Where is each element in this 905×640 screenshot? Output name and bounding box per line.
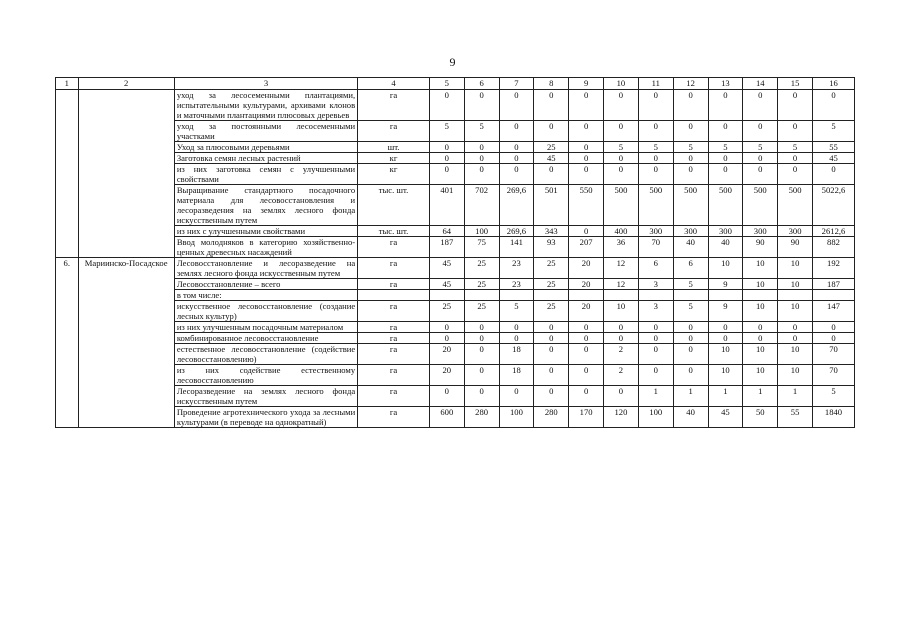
value-cell: 120 — [604, 407, 639, 428]
value-cell — [778, 290, 813, 301]
value-cell: 187 — [812, 279, 854, 290]
header-cell: 16 — [812, 78, 854, 90]
value-cell: 0 — [708, 322, 743, 333]
value-cell: 10 — [743, 301, 778, 322]
value-cell: 0 — [743, 322, 778, 333]
value-cell: 100 — [464, 226, 499, 237]
value-cell: 0 — [743, 333, 778, 344]
value-cell: 300 — [708, 226, 743, 237]
value-cell: 5 — [812, 386, 854, 407]
value-cell — [708, 290, 743, 301]
value-cell: 5 — [673, 279, 708, 290]
value-cell — [638, 290, 673, 301]
header-cell: 3 — [174, 78, 357, 90]
value-cell: 0 — [464, 386, 499, 407]
value-cell: 0 — [778, 333, 813, 344]
value-cell: 55 — [778, 407, 813, 428]
header-cell: 4 — [358, 78, 430, 90]
value-cell: 500 — [708, 185, 743, 226]
value-cell: 0 — [429, 386, 464, 407]
value-cell: 0 — [534, 386, 569, 407]
value-cell: 0 — [812, 333, 854, 344]
value-cell: 5 — [673, 301, 708, 322]
value-cell: 1 — [708, 386, 743, 407]
value-cell: 25 — [534, 301, 569, 322]
value-cell: 5 — [778, 142, 813, 153]
unit-cell: га — [358, 90, 430, 121]
value-cell: 0 — [499, 322, 534, 333]
unit-cell — [358, 290, 430, 301]
unit-cell: га — [358, 301, 430, 322]
value-cell: 1 — [778, 386, 813, 407]
value-cell: 10 — [708, 258, 743, 279]
value-cell: 300 — [673, 226, 708, 237]
value-cell: 0 — [499, 164, 534, 185]
value-cell: 0 — [464, 142, 499, 153]
value-cell: 1840 — [812, 407, 854, 428]
value-cell — [464, 290, 499, 301]
value-cell: 300 — [743, 226, 778, 237]
value-cell: 0 — [464, 164, 499, 185]
value-cell — [499, 290, 534, 301]
value-cell: 40 — [673, 407, 708, 428]
value-cell: 20 — [429, 365, 464, 386]
value-cell: 10 — [778, 301, 813, 322]
value-cell: 401 — [429, 185, 464, 226]
unit-cell: кг — [358, 153, 430, 164]
value-cell: 500 — [638, 185, 673, 226]
table-row — [56, 301, 855, 322]
value-cell: 0 — [569, 121, 604, 142]
value-cell: 0 — [604, 333, 639, 344]
table-row — [56, 290, 855, 301]
value-cell: 10 — [743, 279, 778, 290]
value-cell: 0 — [708, 333, 743, 344]
unit-cell: тыс. шт. — [358, 185, 430, 226]
value-cell: 0 — [534, 164, 569, 185]
unit-cell: га — [358, 365, 430, 386]
value-cell: 550 — [569, 185, 604, 226]
value-cell: 70 — [812, 365, 854, 386]
value-cell: 55 — [812, 142, 854, 153]
value-cell: 6 — [638, 258, 673, 279]
unit-cell: га — [358, 237, 430, 258]
value-cell: 9 — [708, 279, 743, 290]
value-cell: 0 — [534, 365, 569, 386]
value-cell: 45 — [708, 407, 743, 428]
value-cell: 40 — [673, 237, 708, 258]
value-cell: 10 — [778, 344, 813, 365]
header-cell: 15 — [778, 78, 813, 90]
value-cell: 0 — [638, 164, 673, 185]
value-cell: 0 — [604, 153, 639, 164]
value-cell: 170 — [569, 407, 604, 428]
value-cell: 20 — [569, 258, 604, 279]
value-cell: 500 — [673, 185, 708, 226]
value-cell: 0 — [569, 164, 604, 185]
table-row — [56, 322, 855, 333]
value-cell: 36 — [604, 237, 639, 258]
value-cell: 5 — [743, 142, 778, 153]
value-cell: 500 — [743, 185, 778, 226]
header-cell: 9 — [569, 78, 604, 90]
table-row — [56, 153, 855, 164]
unit-cell: га — [358, 322, 430, 333]
value-cell: 10 — [708, 344, 743, 365]
value-cell: 0 — [812, 164, 854, 185]
value-cell: 0 — [778, 164, 813, 185]
value-cell: 0 — [534, 121, 569, 142]
value-cell: 70 — [812, 344, 854, 365]
value-cell: 0 — [812, 322, 854, 333]
value-cell: 0 — [534, 333, 569, 344]
activity-name-cell: искусственное лесовосстановление (создание лесных культур) — [174, 301, 357, 322]
header-cell: 11 — [638, 78, 673, 90]
value-cell: 0 — [569, 90, 604, 121]
value-cell: 500 — [604, 185, 639, 226]
value-cell: 0 — [464, 90, 499, 121]
value-cell: 3 — [638, 279, 673, 290]
forestry-table — [55, 77, 855, 428]
value-cell: 0 — [708, 121, 743, 142]
value-cell: 12 — [604, 258, 639, 279]
header-cell: 6 — [464, 78, 499, 90]
activity-name-cell: уход за лесосеменными плантациями, испытательными культурами, архивами клонов и маточными плантациями плюсовых деревьев — [174, 90, 357, 121]
activity-name-cell: Лесовосстановление – всего — [174, 279, 357, 290]
value-cell: 25 — [534, 142, 569, 153]
activity-name-cell: в том числе: — [174, 290, 357, 301]
value-cell: 100 — [638, 407, 673, 428]
page-number: 9 — [449, 55, 456, 69]
value-cell: 0 — [569, 142, 604, 153]
value-cell: 0 — [604, 121, 639, 142]
value-cell: 45 — [429, 279, 464, 290]
value-cell: 0 — [638, 153, 673, 164]
value-cell: 45 — [534, 153, 569, 164]
value-cell: 2612,6 — [812, 226, 854, 237]
value-cell: 90 — [743, 237, 778, 258]
value-cell: 0 — [638, 333, 673, 344]
row-number-cell: 6. — [56, 258, 79, 428]
table-row — [56, 90, 855, 121]
value-cell: 5 — [429, 121, 464, 142]
table-row — [56, 407, 855, 428]
value-cell: 0 — [569, 365, 604, 386]
value-cell: 10 — [743, 258, 778, 279]
value-cell: 0 — [638, 365, 673, 386]
unit-cell: га — [358, 333, 430, 344]
value-cell: 20 — [429, 344, 464, 365]
value-cell: 10 — [743, 365, 778, 386]
row-number-cell — [56, 90, 79, 258]
value-cell: 10 — [743, 344, 778, 365]
value-cell: 0 — [499, 121, 534, 142]
value-cell: 0 — [673, 365, 708, 386]
activity-name-cell: комбинированное лесовосстановление — [174, 333, 357, 344]
value-cell: 70 — [638, 237, 673, 258]
value-cell: 1 — [638, 386, 673, 407]
activity-name-cell: из них заготовка семян с улучшенными свойствами — [174, 164, 357, 185]
value-cell: 5 — [604, 142, 639, 153]
unit-cell: га — [358, 344, 430, 365]
value-cell: 0 — [673, 322, 708, 333]
value-cell: 10 — [604, 301, 639, 322]
value-cell: 0 — [569, 322, 604, 333]
value-cell: 0 — [673, 164, 708, 185]
value-cell — [534, 290, 569, 301]
activity-name-cell: Лесоразведение на землях лесного фонда искусственным путем — [174, 386, 357, 407]
value-cell: 0 — [673, 344, 708, 365]
header-cell: 1 — [56, 78, 79, 90]
header-cell: 8 — [534, 78, 569, 90]
value-cell: 0 — [569, 386, 604, 407]
unit-cell: га — [358, 386, 430, 407]
value-cell: 18 — [499, 344, 534, 365]
value-cell: 0 — [464, 333, 499, 344]
header-cell: 7 — [499, 78, 534, 90]
value-cell: 0 — [673, 121, 708, 142]
value-cell: 25 — [534, 279, 569, 290]
activity-name-cell: уход за постоянными лесосеменными участками — [174, 121, 357, 142]
value-cell: 0 — [673, 333, 708, 344]
table-row — [56, 386, 855, 407]
value-cell: 5022,6 — [812, 185, 854, 226]
unit-cell: га — [358, 279, 430, 290]
value-cell: 0 — [604, 164, 639, 185]
value-cell: 269,6 — [499, 226, 534, 237]
value-cell: 300 — [638, 226, 673, 237]
table-row — [56, 344, 855, 365]
value-cell: 882 — [812, 237, 854, 258]
value-cell: 0 — [499, 90, 534, 121]
activity-name-cell: Проведение агротехнического ухода за лесными культурами (в переводе на однократный) — [174, 407, 357, 428]
activity-name-cell: из них улучшенным посадочным материалом — [174, 322, 357, 333]
value-cell: 0 — [638, 344, 673, 365]
value-cell: 141 — [499, 237, 534, 258]
unit-cell: га — [358, 258, 430, 279]
value-cell: 0 — [429, 153, 464, 164]
value-cell: 90 — [778, 237, 813, 258]
value-cell: 0 — [778, 90, 813, 121]
value-cell: 192 — [812, 258, 854, 279]
value-cell: 0 — [778, 153, 813, 164]
value-cell: 64 — [429, 226, 464, 237]
value-cell: 269,6 — [499, 185, 534, 226]
value-cell: 280 — [534, 407, 569, 428]
value-cell: 10 — [778, 365, 813, 386]
value-cell: 23 — [499, 258, 534, 279]
value-cell: 5 — [638, 142, 673, 153]
value-cell: 2 — [604, 365, 639, 386]
value-cell: 23 — [499, 279, 534, 290]
value-cell: 5 — [499, 301, 534, 322]
value-cell: 702 — [464, 185, 499, 226]
value-cell: 0 — [743, 90, 778, 121]
value-cell: 0 — [569, 153, 604, 164]
header-row — [56, 78, 855, 90]
table-row — [56, 121, 855, 142]
value-cell: 343 — [534, 226, 569, 237]
value-cell: 0 — [499, 142, 534, 153]
value-cell: 600 — [429, 407, 464, 428]
activity-name-cell: Заготовка семян лесных растений — [174, 153, 357, 164]
value-cell: 0 — [604, 90, 639, 121]
value-cell: 0 — [464, 153, 499, 164]
value-cell: 0 — [743, 121, 778, 142]
value-cell: 45 — [812, 153, 854, 164]
region-cell: Мариинско-Посадское — [78, 258, 174, 428]
value-cell: 0 — [708, 90, 743, 121]
activity-name-cell: Уход за плюсовыми деревьями — [174, 142, 357, 153]
value-cell: 0 — [569, 226, 604, 237]
header-cell: 13 — [708, 78, 743, 90]
value-cell: 6 — [673, 258, 708, 279]
value-cell: 20 — [569, 301, 604, 322]
value-cell: 0 — [604, 386, 639, 407]
value-cell: 0 — [499, 153, 534, 164]
value-cell: 0 — [429, 142, 464, 153]
unit-cell: тыс. шт. — [358, 226, 430, 237]
value-cell: 50 — [743, 407, 778, 428]
activity-name-cell: из них с улучшенными свойствами — [174, 226, 357, 237]
unit-cell: га — [358, 407, 430, 428]
value-cell: 0 — [569, 344, 604, 365]
value-cell — [812, 290, 854, 301]
value-cell: 40 — [708, 237, 743, 258]
table-row — [56, 237, 855, 258]
value-cell: 300 — [778, 226, 813, 237]
value-cell: 0 — [534, 322, 569, 333]
value-cell: 501 — [534, 185, 569, 226]
value-cell: 0 — [429, 322, 464, 333]
value-cell: 0 — [673, 153, 708, 164]
value-cell: 0 — [743, 153, 778, 164]
value-cell: 25 — [464, 279, 499, 290]
value-cell: 207 — [569, 237, 604, 258]
value-cell: 0 — [499, 386, 534, 407]
activity-name-cell: Ввод молодняков в категорию хозяйственно-ценных древесных насаждений — [174, 237, 357, 258]
value-cell: 0 — [464, 365, 499, 386]
value-cell: 280 — [464, 407, 499, 428]
table-row — [56, 258, 855, 279]
table-row — [56, 365, 855, 386]
value-cell — [429, 290, 464, 301]
value-cell: 20 — [569, 279, 604, 290]
value-cell: 5 — [812, 121, 854, 142]
table-row — [56, 279, 855, 290]
unit-cell: шт. — [358, 142, 430, 153]
value-cell: 0 — [429, 90, 464, 121]
region-cell — [78, 90, 174, 258]
header-cell: 12 — [673, 78, 708, 90]
value-cell: 0 — [429, 333, 464, 344]
activity-name-cell: Лесовосстановление и лесоразведение на землях лесного фонда искусственным путем — [174, 258, 357, 279]
value-cell: 100 — [499, 407, 534, 428]
value-cell: 187 — [429, 237, 464, 258]
table-row — [56, 142, 855, 153]
value-cell: 5 — [464, 121, 499, 142]
header-cell: 5 — [429, 78, 464, 90]
value-cell: 2 — [604, 344, 639, 365]
value-cell: 0 — [638, 322, 673, 333]
value-cell: 10 — [778, 258, 813, 279]
header-cell: 10 — [604, 78, 639, 90]
value-cell: 500 — [778, 185, 813, 226]
value-cell: 25 — [534, 258, 569, 279]
value-cell: 5 — [673, 142, 708, 153]
value-cell: 147 — [812, 301, 854, 322]
value-cell: 5 — [708, 142, 743, 153]
value-cell: 10 — [708, 365, 743, 386]
value-cell: 0 — [812, 90, 854, 121]
value-cell: 0 — [743, 164, 778, 185]
value-cell: 25 — [429, 301, 464, 322]
value-cell: 1 — [673, 386, 708, 407]
table-row — [56, 226, 855, 237]
value-cell — [604, 290, 639, 301]
value-cell: 0 — [534, 90, 569, 121]
unit-cell: га — [358, 121, 430, 142]
value-cell: 0 — [638, 121, 673, 142]
value-cell: 0 — [778, 121, 813, 142]
value-cell: 0 — [604, 322, 639, 333]
value-cell: 0 — [499, 333, 534, 344]
value-cell: 0 — [429, 164, 464, 185]
value-cell: 0 — [778, 322, 813, 333]
value-cell: 45 — [429, 258, 464, 279]
unit-cell: кг — [358, 164, 430, 185]
value-cell: 0 — [464, 344, 499, 365]
table-row — [56, 185, 855, 226]
value-cell: 25 — [464, 301, 499, 322]
value-cell: 0 — [569, 333, 604, 344]
value-cell: 0 — [638, 90, 673, 121]
value-cell: 10 — [778, 279, 813, 290]
table-row — [56, 164, 855, 185]
value-cell: 0 — [464, 322, 499, 333]
activity-name-cell: естественное лесовосстановление (содействие лесовосстановлению) — [174, 344, 357, 365]
value-cell: 0 — [708, 153, 743, 164]
header-cell: 2 — [78, 78, 174, 90]
table-row — [56, 333, 855, 344]
value-cell: 25 — [464, 258, 499, 279]
value-cell: 400 — [604, 226, 639, 237]
activity-name-cell: из них содействие естественному лесовосстановлению — [174, 365, 357, 386]
value-cell — [673, 290, 708, 301]
value-cell: 75 — [464, 237, 499, 258]
value-cell: 93 — [534, 237, 569, 258]
activity-name-cell: Выращивание стандартного посадочного материала для лесовосстановления и лесоразведения на землях лесного фонда искусственным путем — [174, 185, 357, 226]
value-cell: 9 — [708, 301, 743, 322]
header-cell: 14 — [743, 78, 778, 90]
value-cell: 1 — [743, 386, 778, 407]
value-cell: 0 — [708, 164, 743, 185]
value-cell: 18 — [499, 365, 534, 386]
value-cell: 3 — [638, 301, 673, 322]
value-cell — [569, 290, 604, 301]
value-cell: 12 — [604, 279, 639, 290]
value-cell: 0 — [534, 344, 569, 365]
value-cell: 0 — [673, 90, 708, 121]
value-cell — [743, 290, 778, 301]
